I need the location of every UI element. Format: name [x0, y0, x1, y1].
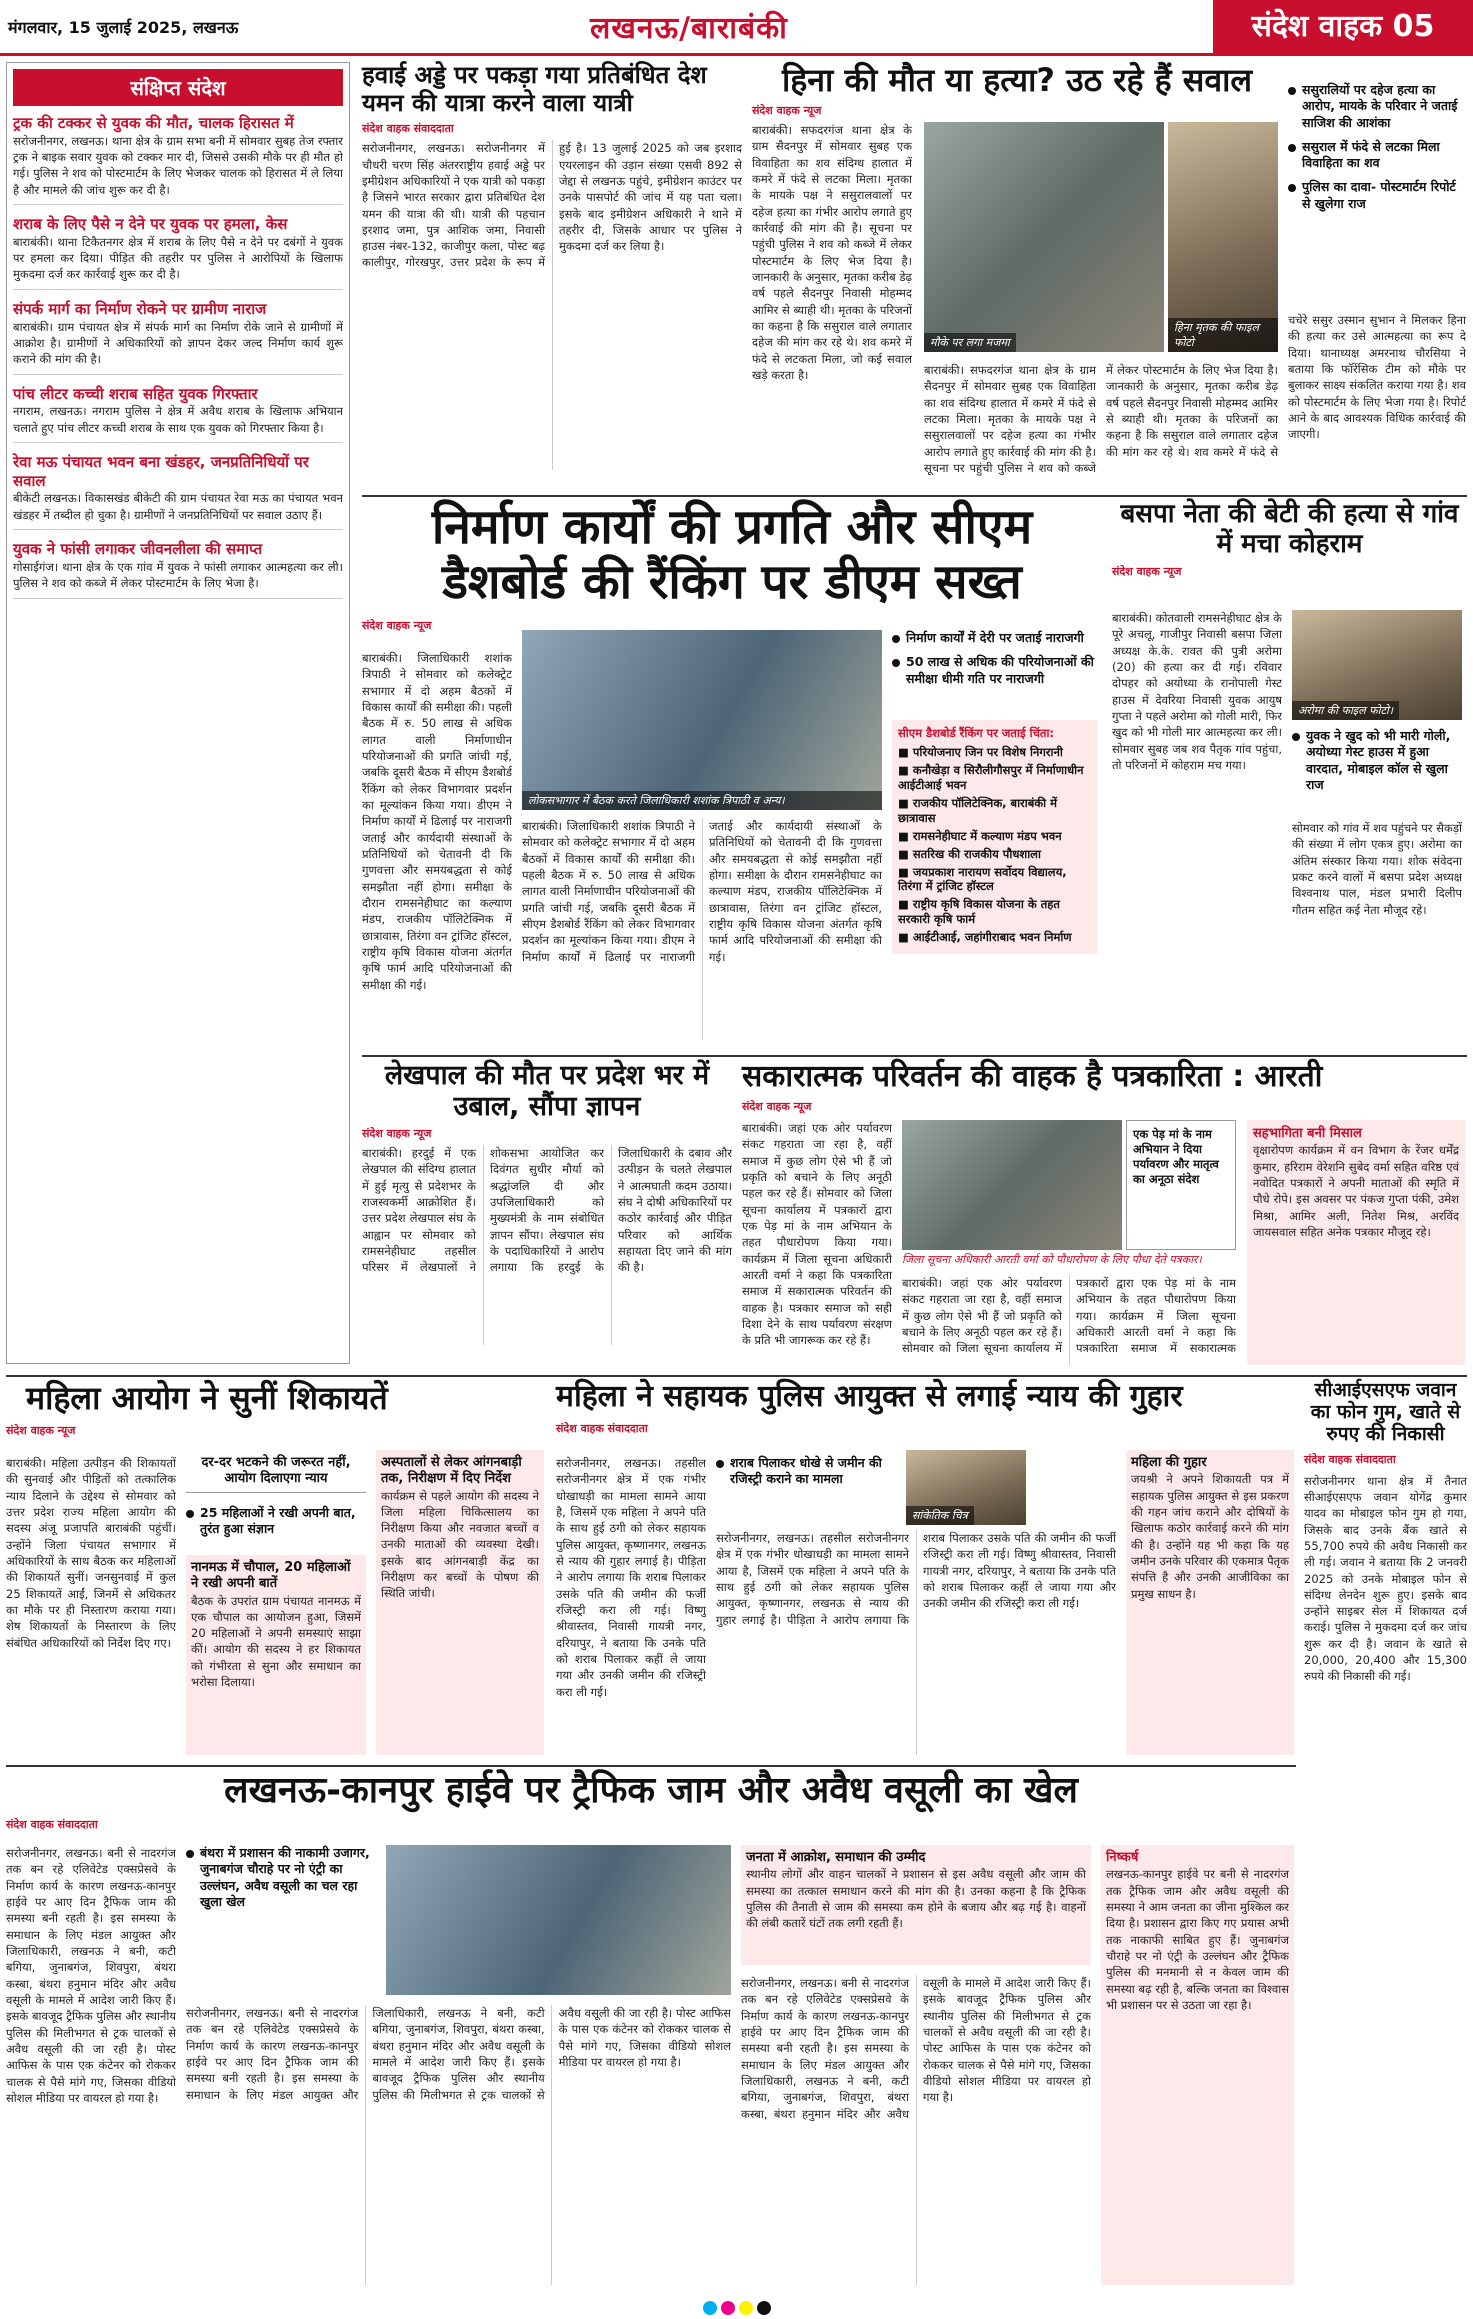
mahila-box-1: दर-दर भटकने की जरूरत नहीं, आयोग दिलाएगा न्याय — [186, 1455, 366, 1493]
brand-name: संदेश वाहक — [1251, 9, 1383, 44]
bullet-point: ससुरालियों पर दहेज हत्या का आरोप, मायके के परिवार ने जताई साजिश की आशंका — [1288, 82, 1466, 131]
meeting-photo — [522, 630, 882, 810]
cisf-story — [1304, 1380, 1467, 2280]
brief-item — [13, 540, 343, 598]
police-body: सरोजनीनगर, लखनऊ। तहसील सरोजनीनगर क्षेत्र में एक गंभीर धोखाधड़ी का मामला सामने आया है, जिसमें एक महिला ने अपने पति के साथ हुई ठगी को लेकर सहायक पुलिस आयुक्त, कृष्णानगर, लखनऊ से न्याय की गुहार लगाई है। पीड़िता ने आरोप लगाया कि शराब पिलाकर उसके पति की जमीन की फर्जी रजिस्ट्री करा ली गई। विष्णु श्रीवास्तव, निवासी गायत्री नगर, दरियापुर, ने बताया कि उनके पति को शराब पिलाकर कहीं ले जाया गया और उनकी जमीन की रजिस्ट्री करा ली गई। — [556, 1456, 706, 1699]
plantation-caption: जिला सूचना अधिकारी आरती वर्मा को पौधारोपण के लिए पौधा देते पत्रकार। — [902, 1253, 1202, 1266]
police-bullet-text: शराब पिलाकर धोखे से जमीन की रजिस्ट्री कराने का मामला — [716, 1455, 896, 1488]
police-sidebox — [1126, 1450, 1294, 1755]
mahila-box-2-title: नानमऊ में चौपाल, 20 महिलाओं ने रखी अपनी बातें — [191, 1560, 351, 1592]
bullet-point: 50 लाख से अधिक की परियोजनाओं की समीक्षा धीमी गति पर नाराजगी — [892, 654, 1097, 687]
brief-item-text: सरोजनीनगर, लखनऊ। थाना क्षेत्र के ग्राम सभा बनी में सोमवार सुबह तेज रफ्तार ट्रक ने बाइक सवार युवक को टक्कर मार दी, जिससे उसकी मौके पर ही मौत हो गई। पुलिस ने शव को पोस्टमार्टम के लिए भेजकर चालक को हिरासत में ले लिया है और मामले की जांच शुरू कर दी है। — [13, 133, 343, 197]
hina-bullets — [1288, 82, 1466, 220]
bsp-headline: बसपा नेता की बेटी की हत्या से गांव में मचा कोहराम — [1120, 499, 1459, 559]
dm-list-heading: सीएम डैशबोर्ड रैंकिंग पर जताई चिंता: — [898, 726, 1055, 740]
mahila-headline: महिला आयोग ने सुनीं शिकायतें — [26, 1379, 388, 1417]
highway-headline: लखनऊ-कानपुर हाईवे पर ट्रैफिक जाम और अवैध वसूली का खेल — [224, 1770, 1078, 1811]
aarti-byline: संदेश वाहक न्यूज — [742, 1099, 812, 1113]
airport-story — [362, 62, 742, 490]
airport-byline: संदेश वाहक संवाददाता — [362, 122, 454, 136]
dm-list-item: ■ रामसनेहीघाट में कल्याण मंडप भवन — [898, 828, 1062, 843]
brief-item-headline: संपर्क मार्ग का निर्माण रोकने पर ग्रामीण नाराज — [13, 299, 267, 318]
bsp-byline: संदेश वाहक न्यूज — [1112, 564, 1182, 578]
highway-body: सरोजनीनगर, लखनऊ। बनी से नादरगंज तक बन रहे एलिवेटेड एक्सप्रेसवे के निर्माण कार्य के कारण लखनऊ-कानपुर हाईवे पर आए दिन ट्रैफिक जाम की समस्या बनी रहती है। इस समस्या के समाधान के लिए मंडल आयुक्त और जिलाधिकारी, लखनऊ ने बनी, कटी बगिया, जुनाबगंज, शिवपुरा, बंथरा कस्बा, बंथरा हनुमान मंदिर और अवैध वसूली के मामले में आदेश जारी किए हैं। इसके बावजूद ट्रैफिक पुलिस और स्थानीय पुलिस की मिलीभगत से ट्रक चालकों से अवैध वसूली की जा रही है। पोस्ट आफिस के पास एक कंटेनर को रोककर चालक से पैसे मांगे गए, जिसका वीडियो सोशल मीडिया पर वायरल हो गया है। — [6, 1846, 176, 2105]
page-header — [0, 0, 1473, 56]
dm-story — [362, 500, 1102, 1050]
highway-story — [6, 1770, 1296, 2290]
masthead-brand — [1213, 0, 1473, 53]
bullet-point: निर्माण कार्यों में देरी पर जताई नाराजगी — [892, 630, 1097, 646]
police-bullet — [716, 1455, 896, 1496]
symbolic-caption: सांकेतिक चित्र — [906, 1506, 974, 1525]
symbolic-photo — [906, 1450, 1026, 1525]
brief-column — [6, 62, 350, 1364]
bsp-story — [1112, 500, 1467, 1050]
brief-item-text: गोसाईगंज। थाना क्षेत्र के एक गांव में युवक ने फांसी लगाकर आत्महत्या कर ली। पुलिस ने शव को कब्जे में लेकर पोस्टमार्टम के लिए भेजा है। — [13, 559, 343, 591]
brief-item-text: बाराबंकी। थाना टिकैतनगर क्षेत्र में शराब के लिए पैसे न देने पर दबंगों ने युवक पर हमला कर दिया। पीड़ित की तहरीर पर पुलिस ने आरोपियों के खिलाफ मुकदमा दर्ज कर कार्रवाई शुरू कर दी है। — [13, 234, 343, 282]
mahila-box-3-title: अस्पतालों से लेकर आंगनबाड़ी तक, निरीक्षण में दिए निर्देश — [381, 1455, 522, 1487]
truck-photo — [386, 1845, 731, 1995]
bsp-body-2: सोमवार को गांव में शव पहुंचने पर सैकड़ों की संख्या में लोग एकत्र हुए। अरोमा का अंतिम संस्कार किया गया। शोक संवेदना प्रकट करने वालों में बसपा प्रदेश अध्यक्ष विश्वनाथ पाल, मंडल प्रभारी दिलीप गौतम सहित कई नेता मौजूद रहे। — [1292, 821, 1462, 917]
aarti-headline: सकारात्मक परिवर्तन की वाहक है पत्रकारिता : आरती — [742, 1059, 1323, 1094]
brief-item — [13, 300, 343, 375]
dm-bullets — [892, 630, 1097, 695]
highway-body-3: सरोजनीनगर, लखनऊ। बनी से नादरगंज तक बन रहे एलिवेटेड एक्सप्रेसवे के निर्माण कार्य के कारण लखनऊ-कानपुर हाईवे पर आए दिन ट्रैफिक जाम की समस्या बनी रहती है। इस समस्या के समाधान के लिए मंडल आयुक्त और जिलाधिकारी, लखनऊ ने बनी, कटी बगिया, जुनाबगंज, शिवपुरा, बंथरा कस्बा, बंथरा हनुमान मंदिर और अवैध वसूली के मामले में आदेश जारी किए हैं। इसके बावजूद ट्रैफिक पुलिस और स्थानीय पुलिस की मिलीभगत से ट्रक चालकों से अवैध वसूली की जा रही है। पोस्ट आफिस के पास एक कंटेनर को रोककर चालक से पैसे मांगे गए, जिसका वीडियो सोशल मीडिया पर वायरल हो गया है। — [741, 1976, 1091, 2121]
dm-list-item: ■ जयप्रकाश नारायण सर्वोदय विद्यालय, तिरंगा में ट्रांजिट हॉस्टल — [898, 864, 1067, 894]
bullet-point: ससुराल में फंदे से लटका मिला विवाहिता का शव — [1288, 139, 1466, 172]
highway-box-2-text: लखनऊ-कानपुर हाईवे पर बनी से नादरगंज तक ट्रैफिक जाम और अवैध वसूली की समस्या ने आम जनता का जीना मुश्किल कर दिया है। प्रशासन द्वारा किए गए प्रयास अभी तक नाकाफी साबित हुए हैं। जुनाबगंज चौराहे पर नो एंट्री के उल्लंघन और ट्रैफिक पुलिस की मनमानी से न केवल जाम की समस्या बढ़ रही है, बल्कि जनता का विश्वास भी प्रशासन पर से उठता जा रहा है। — [1106, 1867, 1289, 2012]
dm-body-1: बाराबंकी। जिलाधिकारी शशांक त्रिपाठी ने सोमवार को कलेक्ट्रेट सभागार में दो अहम बैठकों में विकास कार्यों की समीक्षा की। पहली बैठक में रु. 50 लाख से अधिक लागत वाली निर्माणाधीन परियोजनाओं की प्रगति जांची गई, जबकि दूसरी बैठक में सीएम डैशबोर्ड रैंकिंग को लेकर विभागवार प्रदर्शन का मूल्यांकन किया गया। डीएम ने निर्माण कार्यों में ढिलाई पर नाराजगी जताई और कार्यदायी संस्थाओं के प्रतिनिधियों को चेतावनी दी कि गुणवत्ता और समयबद्धता से कोई समझौता नहीं होगा। समीक्षा के दौरान रामसनेहीघाट का कल्याण मंडप, राजकीय पॉलिटेक्निक में छात्रावास, तिरंगा वन ट्रांजिट हॉस्टल, राष्ट्रीय कृषि विकास योजना अंतर्गत कृषि फार्म आदि परियोजनाओं की समीक्षा की गई। — [362, 651, 512, 992]
brief-item-headline: युवक ने फांसी लगाकर जीवनलीला की समाप्त — [13, 540, 263, 559]
mahila-box-2 — [186, 1555, 366, 1755]
plantation-photo — [902, 1120, 1122, 1250]
dm-byline: संदेश वाहक न्यूज — [362, 619, 432, 633]
dm-list-item: ■ आईटीआई, जहांगीराबाद भवन निर्माण — [898, 930, 1072, 945]
dm-project-list — [892, 720, 1097, 954]
brief-item-headline: पांच लीटर कच्ची शराब सहित युवक गिरफ्तार — [13, 384, 258, 403]
police-story — [556, 1380, 1296, 1760]
highway-bullets — [186, 1845, 376, 1918]
page-number: 05 — [1392, 9, 1435, 44]
hina-body: बाराबंकी। सफदरगंज थाना क्षेत्र के ग्राम सैदनपुर में सोमवार सुबह एक विवाहिता का शव संदिग्ध हालात में कमरे में फंदे से लटका मिला। मृतका के मायके पक्ष ने ससुरालवालों पर दहेज हत्या का गंभीर आरोप लगाते हुए कार्रवाई की मांग की है। सूचना पर पहुंची पुलिस ने शव को कब्जे में लेकर पोस्टमार्टम के लिए भेज दिया है। जानकारी के अनुसार, मृतका करीब डेढ़ वर्ष पहले सैदनपुर निवासी मोहम्मद आमिर से ब्याही थी। मृतका के परिजनों का कहना है कि ससुराल वाले लगातार दहेज की मांग कर रहे थे। शव कमरे में फंदे से लटकता मिला, जो कई सवाल खड़े करता है। — [752, 123, 912, 382]
dm-headline: निर्माण कार्यों की प्रगति और सीएम डैशबोर्ड की रैंकिंग पर डीएम सख्त — [431, 499, 1033, 611]
campaign-badge: एक पेड़ मां के नाम अभियान ने दिया पर्यावरण और मातृत्व का अनूठा संदेश — [1126, 1120, 1236, 1250]
aarti-body-2: बाराबंकी। जहां एक ओर पर्यावरण संकट गहराता जा रहा है, वहीं समाज में कुछ लोग ऐसे भी हैं जो प्रकृति को बचाने के लिए अनूठी पहल कर रहे हैं। सोमवार को जिला सूचना कार्यालय में पत्रकारों द्वारा एक पेड़ मां के नाम अभियान के तहत पौधारोपण किया गया। कार्यक्रम में जिला सूचना अधिकारी आरती वर्मा ने कहा कि पत्रकारिता समाज में सकारात्मक — [902, 1276, 1236, 1356]
brief-list — [13, 114, 343, 599]
highway-box-1-text: स्थानीय लोगों और वाहन चालकों ने प्रशासन से इस अवैध वसूली और जाम की समस्या का तत्काल समाधान करने की मांग की है। उनका कहना है कि ट्रैफिक पुलिस की तैनाती से जाम की समस्या कम होने के बजाय और बढ़ गई है। वाहनों की लंबी कतारें घंटों तक लगी रहती हैं। — [746, 1867, 1086, 1931]
crowd-caption: मौके पर लगा मजमा — [924, 333, 1016, 352]
brief-item-headline: ट्रक की टक्कर से युवक की मौत, चालक हिरासत में — [13, 114, 294, 132]
dm-list-item: ■ राजकीय पॉलिटेक्निक, बाराबंकी में छात्रावास — [898, 795, 1058, 825]
highway-byline: संदेश वाहक संवाददाता — [6, 1818, 98, 1832]
aroma-caption: अरोमा की फाइल फोटो। — [1292, 701, 1399, 720]
highway-body-2: सरोजनीनगर, लखनऊ। बनी से नादरगंज तक बन रहे एलिवेटेड एक्सप्रेसवे के निर्माण कार्य के कारण लखनऊ-कानपुर हाईवे पर आए दिन ट्रैफिक जाम की समस्या बनी रहती है। इस समस्या के समाधान के लिए मंडल आयुक्त और जिलाधिकारी, लखनऊ ने बनी, कटी बगिया, जुनाबगंज, शिवपुरा, बंथरा कस्बा, बंथरा हनुमान मंदिर और अवैध वसूली के मामले में आदेश जारी किए हैं। इसके बावजूद ट्रैफिक पुलिस और स्थानीय पुलिस की मिलीभगत से ट्रक चालकों से अवैध वसूली की जा रही है। पोस्ट आफिस के पास एक कंटेनर को रोककर चालक से पैसे मांगे गए, जिसका वीडियो सोशल मीडिया पर वायरल हो गया है। — [186, 2006, 731, 2102]
mahila-byline: संदेश वाहक न्यूज — [6, 1423, 76, 1437]
dm-list-item: ■ कनौखेड़ा व सिरौलीगौसपुर में निर्माणाधीन आईटीआई भवन — [898, 762, 1084, 792]
airport-body: सरोजनीनगर, लखनऊ। सरोजनीनगर में चौधरी चरण सिंह अंतरराष्ट्रीय हवाई अड्डे पर इमीग्रेशन अधिकारियों ने एक यात्री को पकड़ा है जिसने भारत सरकार द्वारा प्रतिबंधित देश यमन की यात्रा की थी। यात्री की पहचान इरशाद जमा, पुत्र आशिक जमा, निवासी हाउस नंबर-132, काजीपुर कला, पोस्ट बढ़ कालीपुर, गोरखपुर, उत्तर प्रदेश के रूप में हुई है। 13 जुलाई 2025 को जब इरशाद एयरलाइन की उड़ान संख्या एसवी 892 से जेद्दा से लखनऊ पहुंचे, इमीग्रेशन काउंटर पर उनके पासपोर्ट की जांच में यह पता चला। इसके बाद इमीग्रेशन अधिकारी ने थाने में तहरीर दी, जिसके आधार पर पुलिस ने मुकदमा दर्ज कर लिया है। — [362, 141, 742, 270]
aroma-photo — [1292, 610, 1462, 720]
cisf-body: सरोजनीनगर थाना क्षेत्र में तैनात सीआईएसएफ जवान योगेंद्र कुमार यादव का मोबाइल फोन गुम हो गया, जिसके बाद उनके बैंक खाते से 55,700 रुपये की अवैध निकासी कर ली गई। जवान ने बताया कि 2 जनवरी 2025 को उनके मोबाइल फोन से संदिग्ध लेनदेन शुरू हुए। इसके बाद उन्होंने साइबर सेल में शिकायत दर्ज कराई। पुलिस ने मुकदमा दर्ज कर जांच शुरू कर दी है। जवान के खाते से 20,000, 20,400 और 15,300 रुपये की निकासी की गई। — [1304, 1473, 1467, 1684]
hina-photo — [1168, 122, 1278, 352]
brief-item-headline: शराब के लिए पैसे न देने पर युवक पर हमला, केस — [13, 215, 288, 234]
cisf-headline: सीआईएसएफ जवान का फोन गुम, खाते से रुपए की निकासी — [1310, 1379, 1461, 1445]
brief-item-text: नगराम, लखनऊ। नगराम पुलिस ने क्षेत्र में अवैध शराब के खिलाफ अभियान चलाते हुए पांच लीटर कच्ची शराब के साथ एक युवक को गिरफ्तार किया है। — [13, 404, 343, 435]
section-title: लखनऊ/बाराबंकी — [590, 11, 788, 46]
bsp-body: बाराबंकी। कोतवाली रामसनेहीघाट क्षेत्र के पूरे अचलू, गाजीपुर निवासी बसपा जिला अध्यक्ष के.के. रावत की पुत्री अरोमा (20) की हत्या कर दी गई। रविवार दोपहर को अयोध्या के रानोपाली गेस्ट हाउस में देवरिया निवासी युवक आयुष गुप्ता ने पहले अरोमा को गोली मारी, फिर खुद को भी गोली मार आत्महत्या कर ली। सोमवार सुबह जब शव पैतृक गांव पहुंचा, तो परिजनों में कोहराम मच गया। — [1112, 611, 1282, 772]
bullet-point: बंथरा में प्रशासन की नाकामी उजागर, जुनाबगंज चौराहे पर नो एंट्री का उल्लंघन, अवैध वसूली का चल रहा खुला खेल — [186, 1845, 376, 1910]
dm-list-item: ■ सतरिख की राजकीय पौधशाला — [898, 846, 1041, 861]
brief-item-text: बाराबंकी। ग्राम पंचायत क्षेत्र में संपर्क मार्ग का निर्माण रोके जाने से ग्रामीणों में आक्रोश है। ग्रामीणों ने अधिकारियों को ज्ञापन देकर जल्द निर्माण कार्य शुरू कराने की मांग की है। — [13, 319, 343, 367]
hina-headline: हिना की मौत या हत्या? उठ रहे हैं सवाल — [782, 61, 1253, 99]
police-byline: संदेश वाहक संवाददाता — [556, 1421, 648, 1435]
mahila-story — [6, 1380, 546, 1760]
hina-side: चचेरे ससुर उस्मान सुभान ने मिलकर हिना की हत्या कर उसे आत्महत्या का रूप दे दिया। थानाध्यक्ष अमरनाथ चौरसिया ने बताया कि फॉरेंसिक टीम को मौके पर बुलाकर साक्ष्य संकलित कराया गया है। शव को पोस्टमार्टम के लिए भेजा गया है। रिपोर्ट आने के बाद आवश्यक विधिक कार्रवाई की जाएगी। — [1288, 313, 1466, 442]
hina-story — [752, 62, 1467, 490]
mahila-bullet — [186, 1505, 366, 1546]
aarti-story — [742, 1060, 1467, 1370]
lekhpal-headline: लेखपाल की मौत पर प्रदेश भर में उबाल, सौंपा ज्ञापन — [384, 1060, 710, 1123]
mahila-body: बाराबंकी। महिला उत्पीड़न की शिकायतों की सुनवाई और पीड़ितों को तत्कालिक न्याय दिलाने के उद्देश्य से सोमवार को उत्तर प्रदेश राज्य महिला आयोग की सदस्य अंजू प्रजापति बाराबंकी पहुंचीं। उन्होंने जिला पंचायत सभागार में अधिकारियों के साथ बैठक कर महिलाओं की शिकायतें सुनीं। जनसुनवाई में कुल 25 शिकायतें आईं, जिनमें से अधिकतर का मौके पर ही निस्तारण कराया गया। शेष शिकायतों के निस्तारण के लिए संबंधित अधिकारियों को निर्देश दिए गए। — [6, 1456, 176, 1650]
hina-caption: हिना मृतक की फाइल फोटो — [1168, 318, 1278, 352]
hina-byline: संदेश वाहक न्यूज — [752, 103, 822, 117]
issue-date: मंगलवार, 15 जुलाई 2025, लखनऊ — [8, 18, 239, 37]
brief-item-text: बीकेटी लखनऊ। विकासखंड बीकेटी की ग्राम पंचायत रेवा मऊ का पंचायत भवन खंडहर में तब्दील हो चुका है। ग्रामीणों ने जनप्रतिनिधियों पर सवाल उठाए हैं। — [13, 491, 343, 522]
brief-item — [13, 114, 343, 205]
crowd-photo — [924, 122, 1164, 352]
aarti-sidebox — [1247, 1120, 1465, 1365]
aarti-sidebox-title: सहभागिता बनी मिसाल — [1253, 1126, 1362, 1141]
police-headline: महिला ने सहायक पुलिस आयुक्त से लगाई न्याय की गुहार — [556, 1379, 1183, 1414]
police-body-2: सरोजनीनगर, लखनऊ। तहसील सरोजनीनगर क्षेत्र में एक गंभीर धोखाधड़ी का मामला सामने आया है, जिसमें एक महिला ने अपने पति के साथ हुई ठगी को लेकर सहायक पुलिस आयुक्त, कृष्णानगर, लखनऊ से न्याय की गुहार लगाई है। पीड़िता ने आरोप लगाया कि शराब पिलाकर उसके पति की जमीन की फर्जी रजिस्ट्री करा ली गई। विष्णु श्रीवास्तव, निवासी गायत्री नगर, दरियापुर, ने बताया कि उनके पति को शराब पिलाकर कहीं ले जाया गया और उनकी जमीन की रजिस्ट्री करा ली गई। — [716, 1531, 1116, 1627]
lekhpal-byline: संदेश वाहक न्यूज — [362, 1127, 432, 1141]
brief-item — [13, 215, 343, 290]
highway-box-2-title: निष्कर्ष — [1106, 1850, 1139, 1865]
police-sidebox-title: महिला की गुहार — [1131, 1455, 1207, 1470]
hina-body-2: बाराबंकी। सफदरगंज थाना क्षेत्र के ग्राम सैदनपुर में सोमवार सुबह एक विवाहिता का शव संदिग्ध हालात में कमरे में फंदे से लटका मिला। मृतका के मायके पक्ष ने ससुरालवालों पर दहेज हत्या का गंभीर आरोप लगाते हुए कार्रवाई की मांग की है। सूचना पर पहुंची पुलिस ने शव को कब्जे में लेकर पोस्टमार्टम के लिए भेज दिया है। जानकारी के अनुसार, मृतका करीब डेढ़ वर्ष पहले सैदनपुर निवासी मोहम्मद आमिर से ब्याही थी। मृतका के परिजनों का कहना है कि ससुराल वाले लगातार दहेज की मांग कर रहे थे। शव कमरे में फंदे से — [924, 363, 1278, 475]
brief-item — [13, 453, 343, 530]
brief-item-headline: रेवा मऊ पंचायत भवन बना खंडहर, जनप्रतिनिधियों पर सवाल — [13, 452, 309, 490]
mahila-box-2-text: बैठक के उपरांत ग्राम पंचायत नानमऊ में एक चौपाल का आयोजन हुआ, जिसमें 20 महिलाओं ने अपनी समस्याएं साझा कीं। आयोग की सदस्य ने हर शिकायत को गंभीरता से सुना और समाधान का भरोसा दिलाया। — [191, 1593, 361, 1690]
highway-box-1 — [741, 1845, 1091, 1965]
dm-list-item: ■ परियोजनाए जिन पर विशेष निगरानी — [898, 744, 1063, 759]
aarti-body: बाराबंकी। जहां एक ओर पर्यावरण संकट गहराता जा रहा है, वहीं समाज में कुछ लोग ऐसे भी हैं जो प्रकृति को बचाने के लिए अनूठी पहल कर रहे हैं। सोमवार को जिला सूचना कार्यालय में पत्रकारों द्वारा एक पेड़ मां के नाम अभियान के तहत पौधारोपण किया गया। कार्यक्रम में जिला सूचना अधिकारी आरती वर्मा ने कहा कि पत्रकारिता समाज में सकारात्मक परिवर्तन की वाहक है। पत्रकार समाज को सही दिशा देने के साथ पर्यावरण संरक्षण के प्रति भी जागरूक कर रहे हैं। — [742, 1121, 892, 1348]
airport-headline: हवाई अड्डे पर पकड़ा गया प्रतिबंधित देश यमन की यात्रा करने वाला यात्री — [362, 61, 707, 117]
aarti-sidebox-text: वृक्षारोपण कार्यक्रम में वन विभाग के रेंजर धर्मेंद्र कुमार, हरिराम वेरेशनि सुबेद वर्मा सहित वरिष्ठ एवं नवोदित पत्रकारों ने अपनी माताओं की स्मृति में पौधे रोपे। इस अवसर पर पंकज गुप्ता पंकी, उमेश मिश्रा, आमिर अली, नितेश मिश्र, अरविंद जायसवाल सहित अनेक पत्रकार मौजूद रहे। — [1253, 1143, 1459, 1239]
mahila-box-3-text: कार्यक्रम से पहले आयोग की सदस्य ने जिला महिला चिकित्सालय का निरीक्षण किया और नवजात बच्चों व उनकी माताओं की व्यवस्था देखी। इसके बाद आंगनबाड़ी केंद्र का निरीक्षण कर बच्चों के पोषण की स्थिति जांची। — [381, 1488, 539, 1601]
brief-item — [13, 385, 343, 443]
lekhpal-body: बाराबंकी। हरदुई में एक लेखपाल की संदिग्ध हालात में हुई मृत्यु से प्रदेशभर के राजस्वकर्मी आक्रोशित हैं। उत्तर प्रदेश लेखपाल संघ के आह्वान पर सोमवार को रामसनेहीघाट तहसील परिसर में लेखपालों ने शोकसभा आयोजित कर दिवंगत सुधीर मौर्या को श्रद्धांजलि दी और उपजिलाधिकारी को मुख्यमंत्री के नाम संबोधित ज्ञापन सौंपा। लेखपाल संघ के पदाधिकारियों ने आरोप लगाया कि हरदुई के जिलाधिकारी के दबाव और उत्पीड़न के चलते लेखपाल ने आत्मघाती कदम उठाया। संघ ने दोषी अधिकारियों पर कठोर कार्रवाई और पीड़ित परिवार को आर्थिक सहायता दिए जाने की मांग की है। — [362, 1146, 732, 1275]
mahila-box-3 — [376, 1450, 544, 1755]
brief-title: संक्षिप्त संदेश — [13, 69, 343, 106]
meeting-caption: लोकसभागार में बैठक करते जिलाधिकारी शशांक त्रिपाठी व अन्य। — [522, 791, 882, 810]
lekhpal-story — [362, 1060, 732, 1370]
bsp-bullets — [1292, 728, 1462, 801]
dm-body-2: बाराबंकी। जिलाधिकारी शशांक त्रिपाठी ने सोमवार को कलेक्ट्रेट सभागार में दो अहम बैठकों में विकास कार्यों की समीक्षा की। पहली बैठक में रु. 50 लाख से अधिक लागत वाली निर्माणाधीन परियोजनाओं की प्रगति जांची गई, जबकि दूसरी बैठक में सीएम डैशबोर्ड रैंकिंग को लेकर विभागवार प्रदर्शन का मूल्यांकन किया गया। डीएम ने निर्माण कार्यों में ढिलाई पर नाराजगी जताई और कार्यदायी संस्थाओं के प्रतिनिधियों को चेतावनी दी कि गुणवत्ता और समयबद्धता से कोई समझौता नहीं होगा। समीक्षा के दौरान रामसनेहीघाट का कल्याण मंडप, राजकीय पॉलिटेक्निक में छात्रावास, तिरंगा वन ट्रांजिट हॉस्टल, राष्ट्रीय कृषि विकास योजना अंतर्गत कृषि फार्म आदि परियोजनाओं की समीक्षा की गई। — [522, 819, 882, 964]
dm-list-item: ■ राष्ट्रीय कृषि विकास योजना के तहत सरकारी कृषि फार्म — [898, 897, 1060, 927]
police-sidebox-text: जयश्री ने अपने शिकायती पत्र में सहायक पुलिस आयुक्त से इस प्रकरण की गहन जांच कराने और दोषियों के खिलाफ कठोर कार्रवाई करने की मांग की है। उन्होंने यह भी कहा कि यह जमीन उनके परिवार की एकमात्र पैतृक संपत्ति है और उनकी आजीविका का प्रमुख साधन है। — [1131, 1472, 1289, 1601]
cisf-byline: संदेश वाहक संवाददाता — [1304, 1452, 1396, 1466]
bullet-point: पुलिस का दावा- पोस्टमार्टम रिपोर्ट से खुलेगा राज — [1288, 179, 1466, 212]
highway-box-1-title: जनता में आक्रोश, समाधान की उम्मीद — [746, 1850, 926, 1865]
print-registration-marks — [0, 2297, 1473, 2319]
mahila-bullet-text: 25 महिलाओं ने रखी अपनी बात, तुरंत हुआ संज्ञान — [186, 1505, 366, 1538]
highway-box-2 — [1101, 1845, 1294, 2285]
bullet-point: युवक ने खुद को भी मारी गोली, अयोध्या गेस्ट हाउस में हुआ वारदात, मोबाइल कॉल से खुला राज — [1292, 728, 1462, 793]
